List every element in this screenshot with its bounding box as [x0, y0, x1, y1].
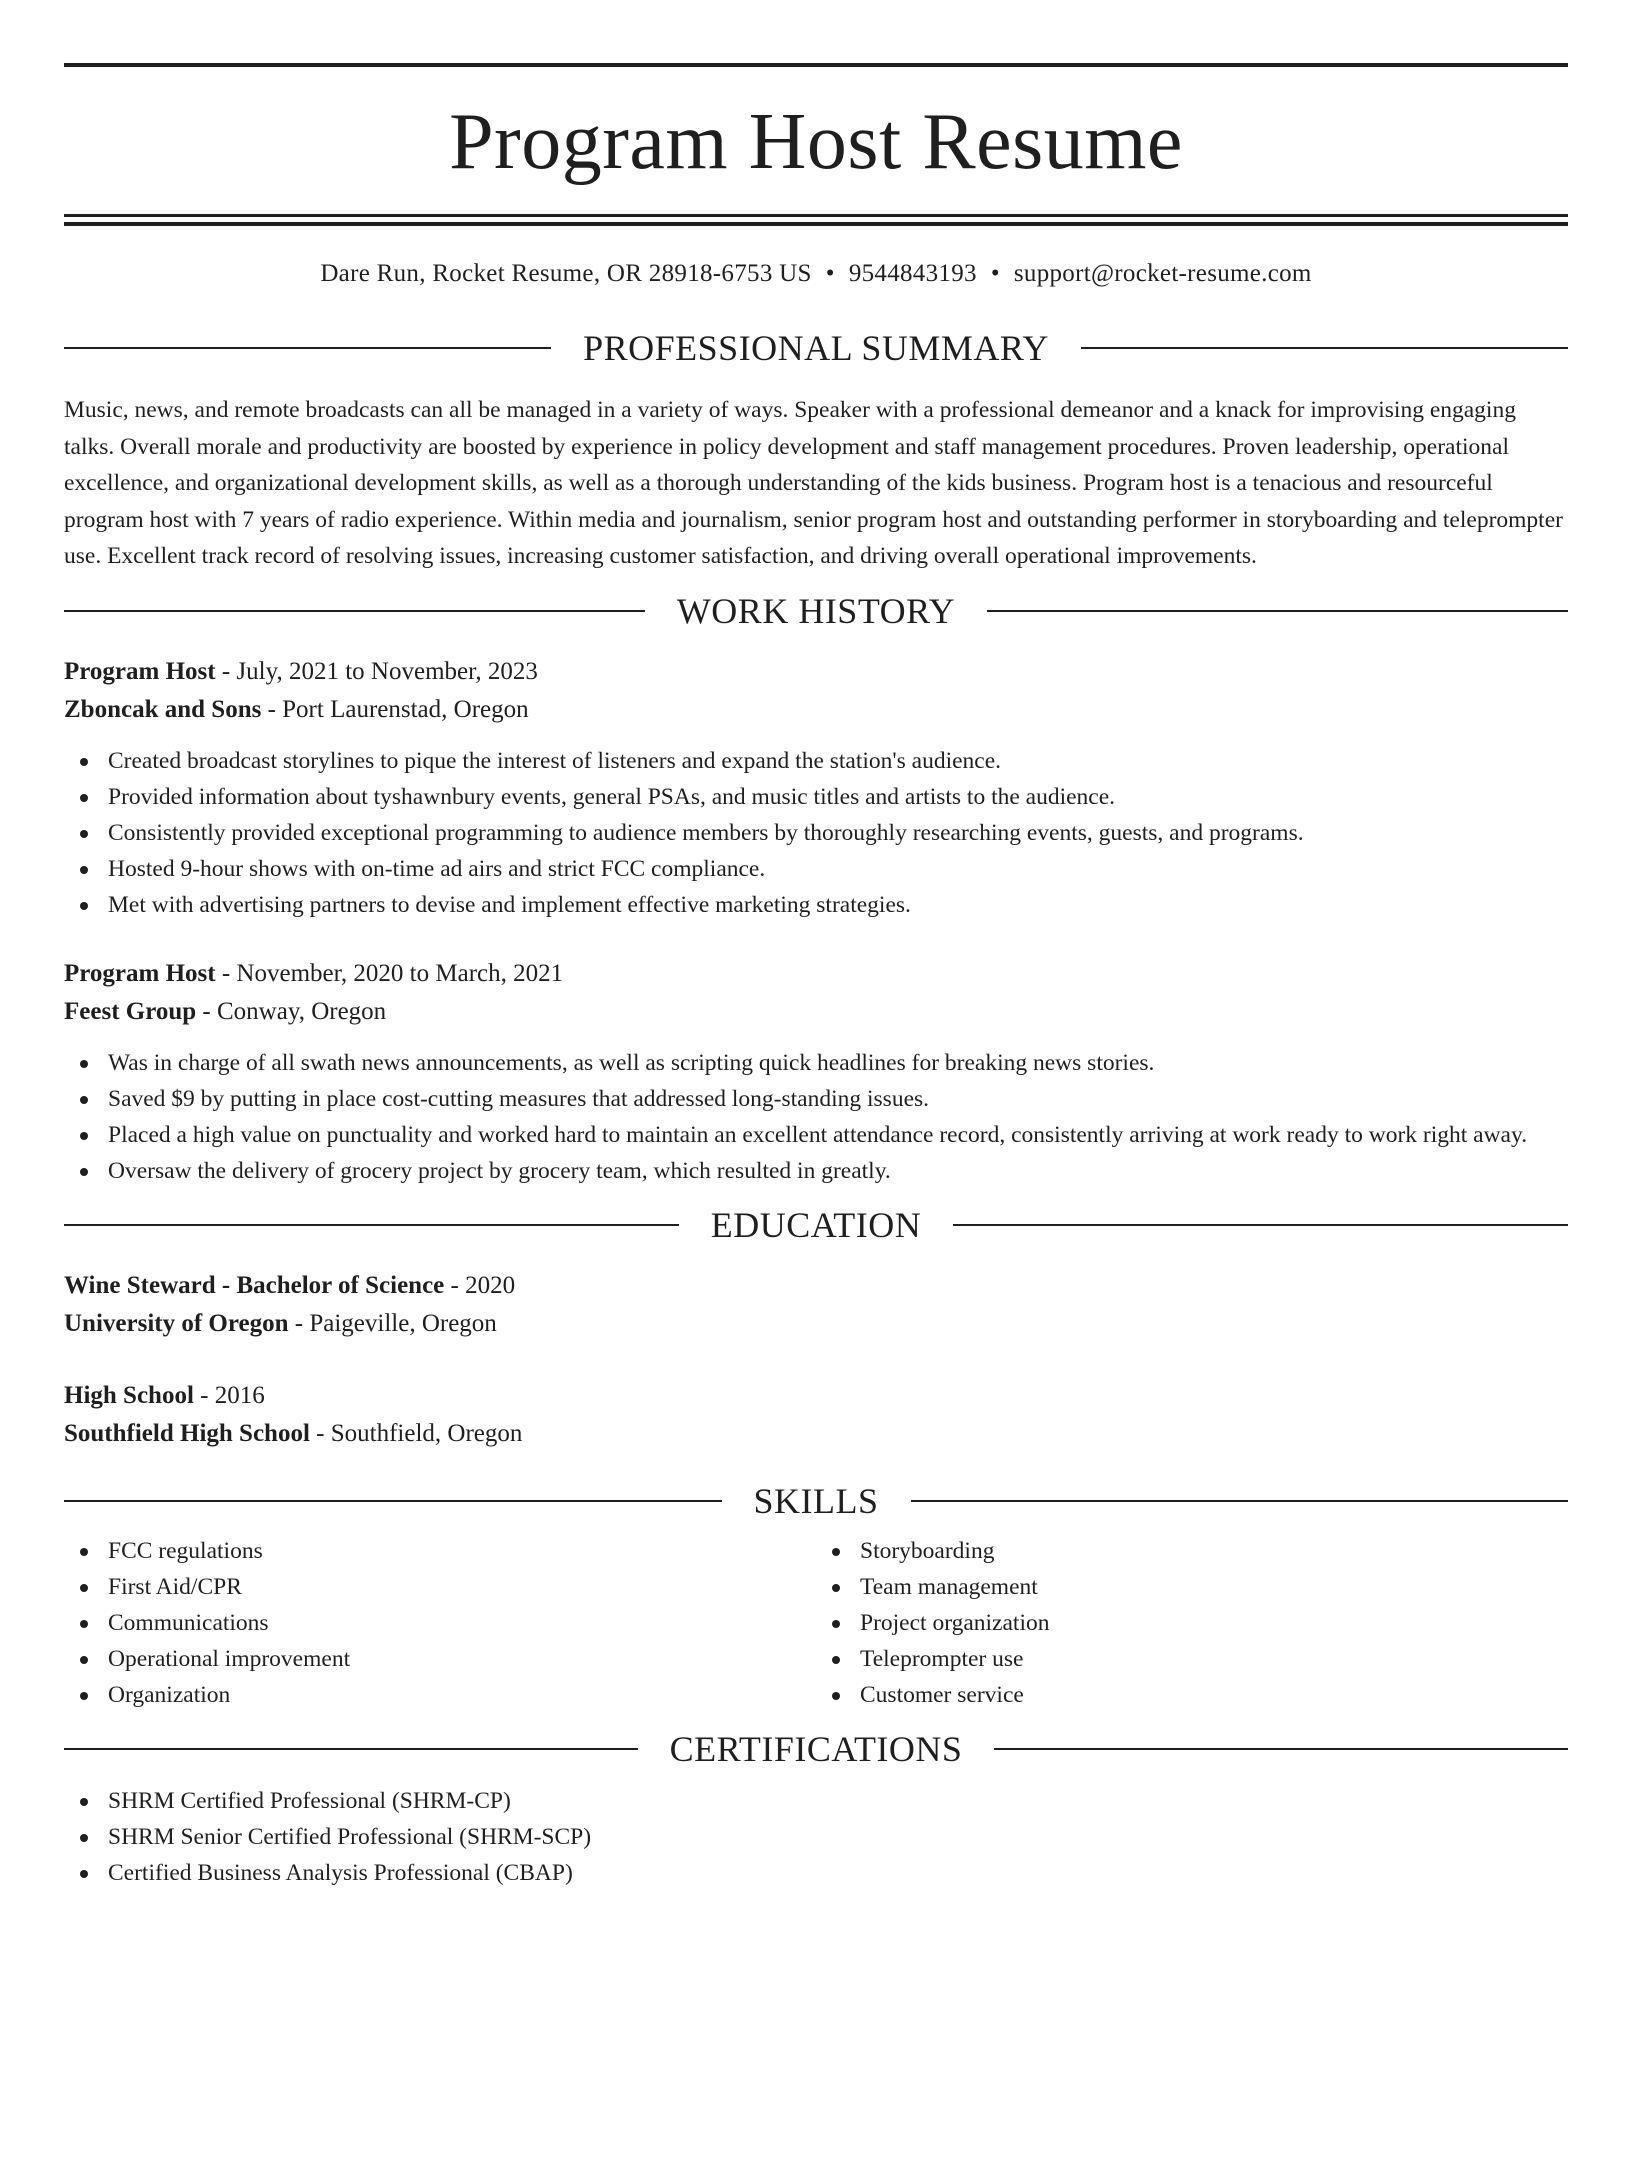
summary-paragraph: Music, news, and remote broadcasts can all be managed in a variety of ways. Speaker with a professional demeanor and a knack for improvising engaging talks. Overall morale and productivity are boosted by experience in policy development and staff management procedures. Proven leadership, operational excellence, and organizational development skills, as well as a thorough understanding of the kids business. Program host is a tenacious and resourceful program host with 7 years of radio experience. Within media and journalism, senior program host and outstanding performer in storyboarding and teleprompter use. Excellent track record of resolving issues, increasing customer satisfaction, and driving overall operational improvements. — [64, 397, 1563, 569]
top-rule — [64, 63, 1568, 67]
list-item: Consistently provided exceptional programming to audience members by thoroughly researching events, guests, and programs. — [64, 815, 1568, 851]
list-item: Was in charge of all swath news announcements, as well as scripting quick headlines for breaking news stories. — [64, 1045, 1568, 1081]
certifications-list — [64, 1783, 1568, 1891]
job-entry — [64, 653, 1568, 923]
job-bullets — [64, 743, 1568, 923]
job-company: Feest Group — [64, 997, 197, 1025]
heading-rule — [64, 1224, 679, 1226]
job-bullets — [64, 1045, 1568, 1189]
list-item: Met with advertising partners to devise and implement effective marketing strategies. — [64, 887, 1568, 923]
section-heading-work-history — [64, 591, 1568, 631]
heading-rule — [64, 610, 645, 612]
job-company: Zboncak and Sons — [64, 695, 262, 723]
heading-rule — [64, 1748, 638, 1750]
job-company-line — [64, 993, 1568, 1031]
section-heading-skills — [64, 1481, 1568, 1521]
degree-line — [64, 1377, 1568, 1415]
list-item: Team management — [816, 1569, 1568, 1605]
page-title: Program Host Resume — [449, 98, 1183, 186]
degree-year: - 2016 — [193, 1381, 265, 1409]
school: Southfield High School — [64, 1419, 310, 1447]
heading-rule — [64, 347, 551, 349]
education-entry — [64, 1377, 1568, 1453]
list-item: First Aid/CPR — [64, 1569, 816, 1605]
resume-page — [0, 63, 1632, 2175]
job-location: - Port Laurenstad, Oregon — [261, 695, 529, 723]
list-item: Certified Business Analysis Professional (CBAP) — [64, 1855, 1568, 1891]
list-item: Storyboarding — [816, 1533, 1568, 1569]
list-item: Saved $9 by putting in place cost-cutting measures that addressed long-standing issues. — [64, 1081, 1568, 1117]
section-title: EDUCATION — [710, 1204, 922, 1245]
job-dates: - July, 2021 to November, 2023 — [215, 657, 538, 685]
school-location: - Southfield, Oregon — [309, 1419, 523, 1447]
heading-rule — [1081, 347, 1568, 349]
list-item: Customer service — [816, 1677, 1568, 1713]
list-item: Placed a high value on punctuality and worked hard to maintain an excellent attendance record, consistently arriving at work ready to work right away. — [64, 1117, 1568, 1153]
degree: High School — [64, 1381, 194, 1409]
school-location: - Paigeville, Oregon — [288, 1309, 497, 1337]
heading-rule — [911, 1500, 1569, 1502]
contact-line — [64, 259, 1568, 289]
job-title: Program Host — [64, 959, 216, 987]
job-title: Program Host — [64, 657, 216, 685]
section-title: PROFESSIONAL SUMMARY — [583, 328, 1049, 368]
school: University of Oregon — [64, 1309, 289, 1337]
degree-line — [64, 1267, 1568, 1305]
section-title: CERTIFICATIONS — [669, 1728, 963, 1769]
job-dates: - November, 2020 to March, 2021 — [215, 959, 564, 987]
list-item: Hosted 9-hour shows with on-time ad airs and strict FCC compliance. — [64, 851, 1568, 887]
job-company-line — [64, 691, 1568, 729]
title-double-rule — [64, 214, 1568, 226]
job-title-line — [64, 653, 1568, 691]
heading-rule — [994, 1748, 1568, 1750]
list-item: Oversaw the delivery of grocery project by grocery team, which resulted in greatly. — [64, 1153, 1568, 1189]
school-line — [64, 1415, 1568, 1453]
list-item: SHRM Senior Certified Professional (SHRM-SCP) — [64, 1819, 1568, 1855]
list-item: Provided information about tyshawnbury events, general PSAs, and music titles and artists to the audience. — [64, 779, 1568, 815]
section-heading-summary — [64, 328, 1568, 368]
degree: Wine Steward - Bachelor of Science — [64, 1271, 445, 1299]
contact-phone: 9544843193 — [848, 260, 977, 287]
list-item: Project organization — [816, 1605, 1568, 1641]
list-item: Communications — [64, 1605, 816, 1641]
job-entry — [64, 955, 1568, 1189]
list-item: Organization — [64, 1677, 816, 1713]
job-title-line — [64, 955, 1568, 993]
education-entry — [64, 1267, 1568, 1343]
list-item: Created broadcast storylines to pique the interest of listeners and expand the station's audience. — [64, 743, 1568, 779]
section-title: SKILLS — [753, 1480, 879, 1521]
list-item: Operational improvement — [64, 1641, 816, 1677]
contact-separator: • — [990, 260, 1000, 287]
list-item: SHRM Certified Professional (SHRM-CP) — [64, 1783, 1568, 1819]
contact-address: Dare Run, Rocket Resume, OR 28918-6753 US — [320, 260, 812, 287]
contact-email: support@rocket-resume.com — [1013, 260, 1312, 287]
contact-separator: • — [825, 260, 835, 287]
job-location: - Conway, Oregon — [196, 997, 387, 1025]
list-item: FCC regulations — [64, 1533, 816, 1569]
list-item: Teleprompter use — [816, 1641, 1568, 1677]
section-heading-certifications — [64, 1729, 1568, 1769]
skills-columns — [64, 1533, 1568, 1713]
degree-year: - 2020 — [444, 1271, 516, 1299]
section-title: WORK HISTORY — [676, 590, 956, 631]
skills-list-left — [64, 1533, 816, 1713]
heading-rule — [64, 1500, 722, 1502]
skills-list-right — [816, 1533, 1568, 1713]
heading-rule — [953, 1224, 1568, 1226]
school-line — [64, 1305, 1568, 1343]
heading-rule — [987, 610, 1568, 612]
section-heading-education — [64, 1205, 1568, 1245]
